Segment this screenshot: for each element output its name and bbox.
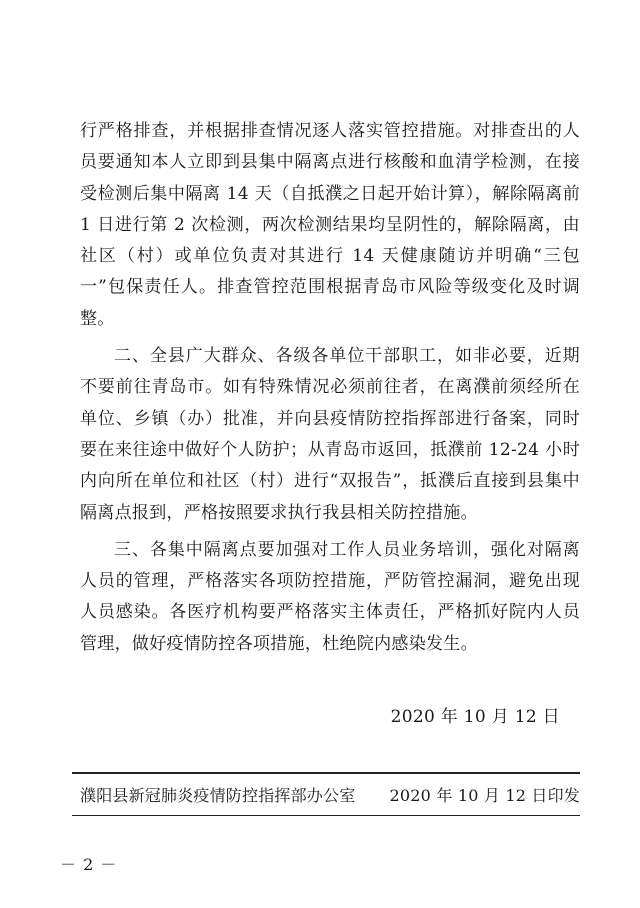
paragraph-item-three: 三、各集中隔离点要加强对工作人员业务培训，强化对隔离人员的管理，严格落实各项防控措施，严防管控漏洞，避免出现人员感染。各医疗机构要严格落实主体责任，严格抓好院内人员管理，做好疫情防控各项措施，杜绝院内感染发生。 [80,539,580,654]
footer-print-date: 2020 年 10 月 12 日印发 [389,786,580,805]
page-number: － 2 － [60,855,118,874]
paragraph-continuation: 行严格排查，并根据排查情况逐人落实管控措施。对排查出的人员要通知本人立即到县集中隔离点进行核酸和血清学检测，在接受检测后集中隔离 14 天（自抵濮之日起开始计算），解除隔离前 1 日进行第 2 次检测，两次检测结果均呈阴性的，解除隔离，由社区（村）或单位负责对其进行 14 天健康随访并明确“三包一”包保责任人。排查管控范围根据青岛市风险等级变化及时调整。 [80,121,580,329]
footer-bottom-rule [72,815,580,816]
document-body [80,116,580,660]
footer-top-rule [72,772,580,774]
footer-issuer: 濮阳县新冠肺炎疫情防控指挥部办公室 [80,786,356,805]
paragraph-item-two: 二、全县广大群众、各级各单位干部职工，如非必要，近期不要前往青岛市。如有特殊情况必须前往者，在离濮前须经所在单位、乡镇（办）批准，并向县疫情防控指挥部进行备案，同时要在来往途中做好个人防护；从青岛市返回，抵濮前 12-24 小时内向所在单位和社区（村）进行“双报告”，抵濮后直接到县集中隔离点报到，严格按照要求执行我县相关防控措施。 [80,346,580,523]
signature-date: 2020 年 10 月 12 日 [390,707,560,727]
